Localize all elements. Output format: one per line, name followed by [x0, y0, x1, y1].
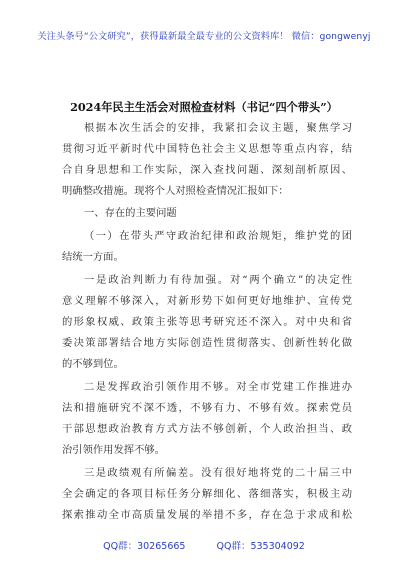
qq-group-2: QQ群：535304092 — [216, 541, 305, 552]
paragraph-line: 委决策部署结合地方实际创造性贯彻落实、创新性转化做 — [62, 337, 352, 349]
document-title: 2024年民主生活会对照检查材料（书记“四个带头”） — [70, 100, 338, 114]
paragraph-line: 治引领作用发挥不够。 — [62, 444, 165, 456]
paragraph-line: 的不够到位。 — [62, 358, 124, 370]
paragraph-line: 干部思想政治教育方式方法不够创新，个人政治担当、政 — [62, 423, 352, 435]
paragraph-line: （一）在带头严守政治纪律和政治规矩，维护党的团 — [84, 230, 352, 242]
paragraph-line: 合自身思想和工作实际，深入查找问题、深刻剖析原因、 — [62, 164, 352, 176]
paragraph-line: 意义理解不够深入，对新形势下如何更好地维护、宣传党 — [62, 295, 352, 307]
paragraph-line: 二是发挥政治引领作用不够。对全市党建工作推进办 — [84, 381, 352, 393]
paragraph-line: 根据本次生活会的安排，我紧扣会议主题，聚焦学习 — [84, 122, 352, 134]
paragraph-line: 全会确定的各项目标任务分解细化、落细落实，积极主动 — [62, 488, 352, 500]
paragraph-line: 法和措施研究不深不透，不够有力、不够有效。探索党员 — [62, 402, 352, 414]
top-banner: 关注头条号“公文研究”，获得最新最全最专业的公文资料库！ 微信：gongwenyj — [37, 31, 371, 42]
paragraph-line: 贯彻习近平新时代中国特色社会主义思想等重点内容，结 — [62, 143, 352, 155]
section-heading: 一、存在的主要问题 — [84, 207, 177, 219]
qq-group-1: QQ群：30265665 — [103, 541, 186, 552]
paragraph-line: 的形象权威、政策主张等思考研究还不深入。对中央和省 — [62, 316, 352, 328]
paragraph-line: 结统一方面。 — [62, 251, 124, 263]
paragraph-line: 一是政治判断力有待加强。对“两个确立”的决定性 — [84, 274, 352, 286]
paragraph-line: 探索推动全市高质量发展的举措不多，存在急于求成和松 — [62, 509, 352, 521]
footer — [0, 538, 408, 552]
paragraph-line: 三是政绩观有所偏差。没有很好地将党的二十届三中 — [84, 467, 352, 479]
paragraph-line: 明确整改措施。现将个人对照检查情况汇报如下： — [62, 185, 289, 197]
